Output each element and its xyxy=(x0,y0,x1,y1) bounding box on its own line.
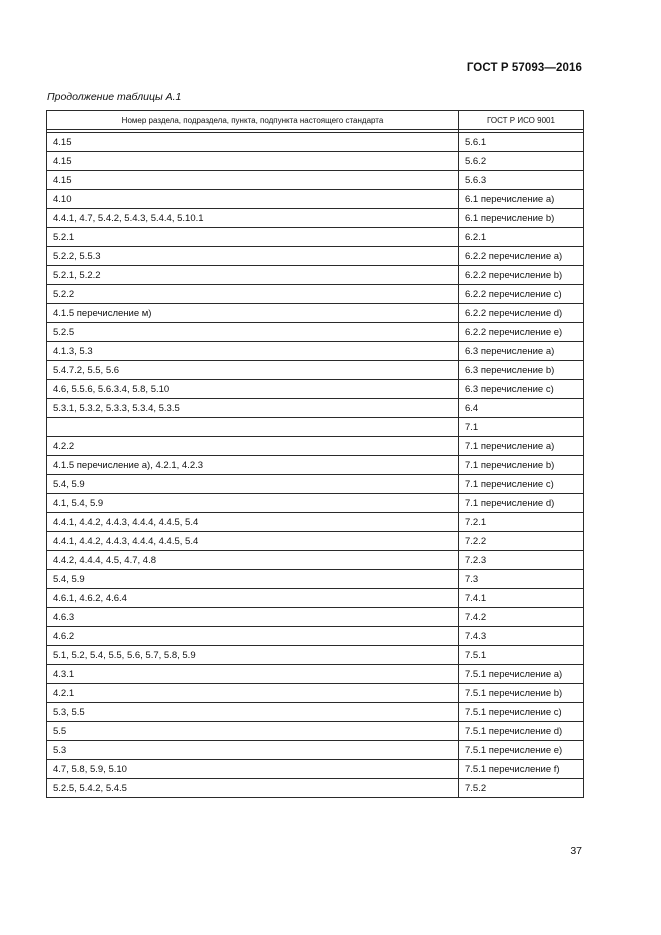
table-row xyxy=(47,475,584,494)
cell-standard-sections: 4.6.2 xyxy=(47,627,459,646)
cell-iso-9001-clause: 7.3 xyxy=(459,570,584,589)
correspondence-table xyxy=(46,110,584,798)
table-row xyxy=(47,361,584,380)
table-row xyxy=(47,437,584,456)
cell-standard-sections: 5.2.2 xyxy=(47,285,459,304)
table-row xyxy=(47,627,584,646)
cell-standard-sections: 4.1.5 перечисление м) xyxy=(47,304,459,323)
cell-iso-9001-clause: 7.5.1 перечисление е) xyxy=(459,741,584,760)
cell-iso-9001-clause: 7.1 xyxy=(459,418,584,437)
cell-iso-9001-clause: 7.1 перечисление b) xyxy=(459,456,584,475)
table-row xyxy=(47,646,584,665)
page-number: 37 xyxy=(570,845,582,857)
table-row xyxy=(47,399,584,418)
cell-iso-9001-clause: 7.4.1 xyxy=(459,589,584,608)
cell-iso-9001-clause: 7.5.1 перечисление а) xyxy=(459,665,584,684)
cell-iso-9001-clause: 5.6.2 xyxy=(459,152,584,171)
cell-iso-9001-clause: 7.1 перечисление c) xyxy=(459,475,584,494)
table-row xyxy=(47,779,584,798)
cell-iso-9001-clause: 5.6.1 xyxy=(459,133,584,152)
cell-iso-9001-clause: 6.4 xyxy=(459,399,584,418)
cell-iso-9001-clause: 7.1 перечисление а) xyxy=(459,437,584,456)
cell-iso-9001-clause: 7.5.1 перечисление f) xyxy=(459,760,584,779)
cell-standard-sections: 4.15 xyxy=(47,152,459,171)
table-row xyxy=(47,304,584,323)
cell-standard-sections: 4.6, 5.5.6, 5.6.3.4, 5.8, 5.10 xyxy=(47,380,459,399)
cell-standard-sections: 5.2.5, 5.4.2, 5.4.5 xyxy=(47,779,459,798)
cell-standard-sections: 4.6.3 xyxy=(47,608,459,627)
table-caption: Продолжение таблицы А.1 xyxy=(47,91,182,103)
table-row xyxy=(47,171,584,190)
table-row xyxy=(47,570,584,589)
cell-standard-sections: 5.4, 5.9 xyxy=(47,570,459,589)
cell-iso-9001-clause: 7.5.1 перечисление b) xyxy=(459,684,584,703)
cell-iso-9001-clause: 6.2.2 перечисление b) xyxy=(459,266,584,285)
cell-standard-sections: 5.4, 5.9 xyxy=(47,475,459,494)
cell-iso-9001-clause: 6.2.2 перечисление d) xyxy=(459,304,584,323)
cell-iso-9001-clause: 7.5.2 xyxy=(459,779,584,798)
table-row xyxy=(47,456,584,475)
table-row xyxy=(47,418,584,437)
cell-iso-9001-clause: 7.1 перечисление d) xyxy=(459,494,584,513)
table-body xyxy=(47,130,584,798)
cell-iso-9001-clause: 7.2.3 xyxy=(459,551,584,570)
table-row xyxy=(47,494,584,513)
table-row xyxy=(47,342,584,361)
cell-standard-sections: 4.2.2 xyxy=(47,437,459,456)
column-header-standard-sections: Номер раздела, подраздела, пункта, подпункта настоящего стандарта xyxy=(47,111,459,130)
cell-iso-9001-clause: 6.1 перечисление а) xyxy=(459,190,584,209)
cell-iso-9001-clause: 7.4.3 xyxy=(459,627,584,646)
cell-standard-sections: 5.3.1, 5.3.2, 5.3.3, 5.3.4, 5.3.5 xyxy=(47,399,459,418)
cell-iso-9001-clause: 6.2.2 перечисление а) xyxy=(459,247,584,266)
table-row xyxy=(47,247,584,266)
cell-standard-sections: 5.2.1 xyxy=(47,228,459,247)
cell-iso-9001-clause: 5.6.3 xyxy=(459,171,584,190)
table-row xyxy=(47,133,584,152)
cell-iso-9001-clause: 6.1 перечисление b) xyxy=(459,209,584,228)
cell-iso-9001-clause: 6.2.2 перечисление c) xyxy=(459,285,584,304)
cell-standard-sections xyxy=(47,418,459,437)
cell-standard-sections: 4.4.1, 4.7, 5.4.2, 5.4.3, 5.4.4, 5.10.1 xyxy=(47,209,459,228)
cell-iso-9001-clause: 7.4.2 xyxy=(459,608,584,627)
cell-standard-sections: 5.3, 5.5 xyxy=(47,703,459,722)
cell-standard-sections: 4.2.1 xyxy=(47,684,459,703)
table-row xyxy=(47,228,584,247)
cell-standard-sections: 5.1, 5.2, 5.4, 5.5, 5.6, 5.7, 5.8, 5.9 xyxy=(47,646,459,665)
table-row xyxy=(47,741,584,760)
cell-standard-sections: 4.4.1, 4.4.2, 4.4.3, 4.4.4, 4.4.5, 5.4 xyxy=(47,532,459,551)
cell-iso-9001-clause: 7.2.2 xyxy=(459,532,584,551)
table-row xyxy=(47,266,584,285)
cell-standard-sections: 4.4.2, 4.4.4, 4.5, 4.7, 4.8 xyxy=(47,551,459,570)
table-row xyxy=(47,152,584,171)
table-row xyxy=(47,684,584,703)
cell-standard-sections: 5.5 xyxy=(47,722,459,741)
table-header-row xyxy=(47,111,584,130)
cell-iso-9001-clause: 6.3 перечисление c) xyxy=(459,380,584,399)
table-row xyxy=(47,513,584,532)
cell-standard-sections: 4.1.3, 5.3 xyxy=(47,342,459,361)
cell-iso-9001-clause: 6.3 перечисление b) xyxy=(459,361,584,380)
table-row xyxy=(47,209,584,228)
table-row xyxy=(47,703,584,722)
cell-iso-9001-clause: 6.2.2 перечисление е) xyxy=(459,323,584,342)
cell-iso-9001-clause: 7.5.1 перечисление d) xyxy=(459,722,584,741)
table-row xyxy=(47,589,584,608)
cell-standard-sections: 5.2.5 xyxy=(47,323,459,342)
table-row xyxy=(47,380,584,399)
cell-standard-sections: 4.15 xyxy=(47,133,459,152)
table-row xyxy=(47,760,584,779)
table-row xyxy=(47,551,584,570)
table-row xyxy=(47,190,584,209)
cell-standard-sections: 4.7, 5.8, 5.9, 5.10 xyxy=(47,760,459,779)
cell-iso-9001-clause: 7.2.1 xyxy=(459,513,584,532)
cell-standard-sections: 5.2.2, 5.5.3 xyxy=(47,247,459,266)
table-row xyxy=(47,323,584,342)
cell-standard-sections: 4.1.5 перечисление а), 4.2.1, 4.2.3 xyxy=(47,456,459,475)
cell-iso-9001-clause: 6.2.1 xyxy=(459,228,584,247)
cell-iso-9001-clause: 7.5.1 перечисление c) xyxy=(459,703,584,722)
table-row xyxy=(47,665,584,684)
cell-standard-sections: 5.3 xyxy=(47,741,459,760)
cell-standard-sections: 4.3.1 xyxy=(47,665,459,684)
column-header-iso-9001: ГОСТ Р ИСО 9001 xyxy=(459,111,584,130)
cell-standard-sections: 4.15 xyxy=(47,171,459,190)
table-row xyxy=(47,285,584,304)
document-standard-code: ГОСТ Р 57093—2016 xyxy=(466,62,582,74)
table-row xyxy=(47,608,584,627)
cell-iso-9001-clause: 7.5.1 xyxy=(459,646,584,665)
table-row xyxy=(47,532,584,551)
cell-iso-9001-clause: 6.3 перечисление а) xyxy=(459,342,584,361)
cell-standard-sections: 5.4.7.2, 5.5, 5.6 xyxy=(47,361,459,380)
cell-standard-sections: 4.4.1, 4.4.2, 4.4.3, 4.4.4, 4.4.5, 5.4 xyxy=(47,513,459,532)
cell-standard-sections: 5.2.1, 5.2.2 xyxy=(47,266,459,285)
cell-standard-sections: 4.10 xyxy=(47,190,459,209)
cell-standard-sections: 4.6.1, 4.6.2, 4.6.4 xyxy=(47,589,459,608)
cell-standard-sections: 4.1, 5.4, 5.9 xyxy=(47,494,459,513)
table-row xyxy=(47,722,584,741)
